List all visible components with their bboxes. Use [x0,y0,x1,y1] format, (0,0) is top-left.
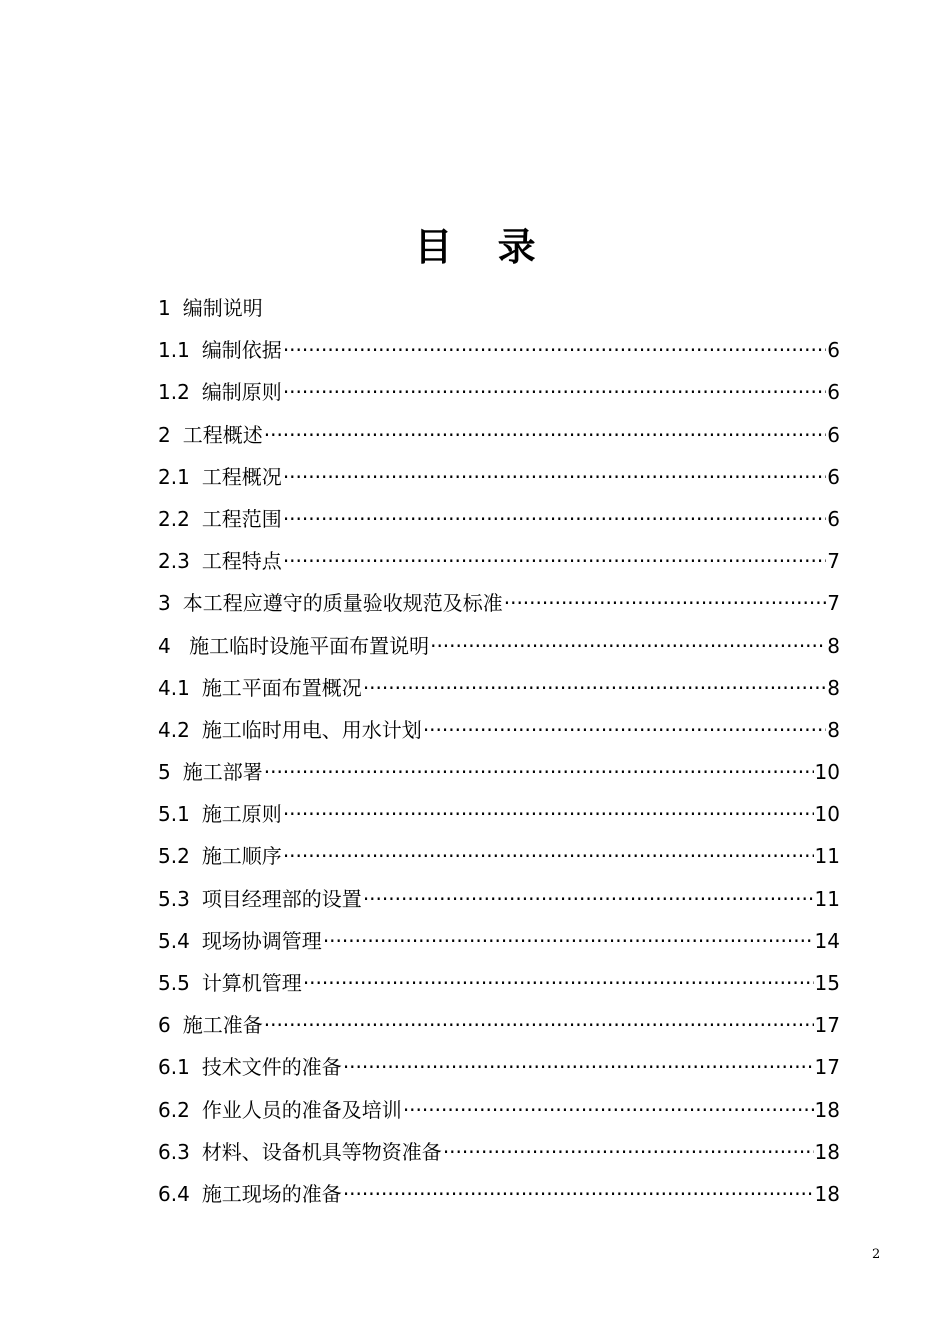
toc-entry-number: 1.2 [158,380,190,405]
toc-entry-title: 现场协调管理 [201,928,322,953]
toc-entry-page: 6 [827,380,840,405]
toc-entry-title: 作业人员的准备及培训 [201,1097,402,1122]
toc-entry-2-2[interactable] [158,498,840,540]
toc-entry-page: 8 [827,675,840,700]
toc-entry-3[interactable] [158,582,840,624]
toc-entry-title: 工程概述 [182,422,263,447]
toc-leader-dots [283,498,826,540]
toc-leader-dots [283,793,814,835]
toc-entry-number: 5.5 [158,971,190,995]
toc-entry-page: 7 [827,549,840,574]
toc-entry-page: 17 [814,1013,840,1038]
toc-entry-number: 2.2 [158,506,190,531]
toc-entry-number: 5.3 [158,886,190,911]
toc-entry-page: 11 [814,886,840,911]
toc-entry-title: 编制说明 [182,296,263,320]
toc-leader-dots [283,456,826,498]
toc-entry-page: 6 [827,506,840,531]
toc-entry-1-2[interactable] [158,371,840,413]
toc-entry-number: 3 [158,591,171,616]
toc-entry-title: 本工程应遵守的质量验收规范及标准 [182,591,503,616]
toc-entry-page: 8 [827,633,840,658]
toc-leader-dots [283,540,826,582]
toc-leader-dots [443,1131,814,1173]
toc-entry-6-4[interactable] [158,1173,840,1215]
toc-leader-dots [423,709,826,751]
toc-entry-number: 5.2 [158,844,190,869]
toc-entry-5-3[interactable] [158,878,840,920]
toc-entry-1[interactable] [158,287,840,329]
toc-entry-page: 18 [814,1097,840,1122]
toc-entry-page: 10 [814,760,840,785]
toc-leader-dots [283,329,826,371]
toc-entry-number: 6.3 [158,1139,190,1164]
toc-entry-5-1[interactable] [158,793,840,835]
toc-entry-title: 技术文件的准备 [201,1055,342,1080]
toc-entry-title: 计算机管理 [201,971,302,995]
toc-entry-number: 6 [158,1013,171,1038]
toc-leader-dots [283,835,814,877]
toc-entry-number: 4.1 [158,675,190,700]
toc-entry-number: 1.1 [158,338,190,363]
toc-entry-number: 6.4 [158,1181,190,1206]
toc-entry-page: 11 [814,844,840,869]
toc-entry-number: 4.2 [158,717,190,742]
toc-leader-dots [363,878,814,920]
page-title: 目 录 [414,225,552,269]
toc-entry-number: 5.1 [158,802,190,827]
toc-entry-title: 施工临时设施平面布置说明 [182,633,430,658]
toc-entry-title: 施工原则 [201,802,282,827]
toc-entry-title: 施工平面布置概况 [201,675,362,700]
toc-leader-dots [323,920,814,962]
toc-entry-title: 编制依据 [201,338,282,363]
toc-entry-6-1[interactable] [158,1046,840,1088]
toc-entry-6[interactable] [158,1004,840,1046]
toc-entry-5-2[interactable] [158,835,840,877]
toc-entry-number: 2 [158,422,171,447]
toc-entry-number: 5.4 [158,928,190,953]
page-number: 2 [872,1247,881,1262]
toc-entry-5-5[interactable] [158,962,840,1004]
toc-entry-title: 材料、设备机具等物资准备 [201,1139,442,1164]
toc-entry-page: 7 [827,591,840,616]
toc-entry-title: 施工顺序 [201,844,282,869]
toc-entry-number: 6.1 [158,1055,190,1080]
toc-entry-title: 施工准备 [182,1013,263,1038]
toc-leader-dots [343,1173,814,1215]
toc-leader-dots [264,414,827,456]
table-of-contents [158,287,840,1215]
toc-entry-2-3[interactable] [158,540,840,582]
toc-entry-page: 10 [814,802,840,827]
toc-leader-dots [303,962,814,1004]
toc-entry-page: 6 [827,338,840,363]
toc-entry-page: 17 [814,1055,840,1080]
toc-entry-4[interactable] [158,625,840,667]
toc-entry-page: 18 [814,1181,840,1206]
toc-entry-6-2[interactable] [158,1089,840,1131]
toc-entry-title: 工程特点 [201,549,282,574]
toc-entry-2[interactable] [158,414,840,456]
toc-entry-6-3[interactable] [158,1131,840,1173]
toc-leader-dots [504,582,827,624]
toc-entry-title: 施工现场的准备 [201,1181,342,1206]
toc-entry-5[interactable] [158,751,840,793]
toc-leader-dots [430,625,826,667]
toc-entry-1-1[interactable] [158,329,840,371]
toc-entry-title: 工程范围 [201,506,282,531]
toc-entry-number: 4 [158,633,171,658]
toc-entry-title: 施工临时用电、用水计划 [201,717,422,742]
toc-entry-number: 6.2 [158,1097,190,1122]
toc-entry-number: 1 [158,296,171,320]
toc-entry-title: 工程概况 [201,464,282,489]
toc-entry-2-1[interactable] [158,456,840,498]
toc-entry-page: 18 [814,1139,840,1164]
toc-entry-number: 2.3 [158,549,190,574]
toc-entry-page: 8 [827,717,840,742]
toc-leader-dots [363,667,826,709]
toc-entry-title: 施工部署 [182,760,263,785]
toc-leader-dots [403,1089,814,1131]
toc-entry-title: 编制原则 [201,380,282,405]
toc-entry-number: 2.1 [158,464,190,489]
toc-entry-page: 6 [827,422,840,447]
toc-entry-4-2[interactable] [158,709,840,751]
toc-entry-page: 15 [814,971,840,995]
toc-entry-number: 5 [158,760,171,785]
toc-leader-dots [264,751,814,793]
toc-entry-5-4[interactable] [158,920,840,962]
toc-entry-page: 14 [814,928,840,953]
toc-leader-dots [264,1004,814,1046]
toc-entry-page: 6 [827,464,840,489]
toc-entry-4-1[interactable] [158,667,840,709]
toc-leader-dots [343,1046,814,1088]
toc-leader-dots [283,371,826,413]
toc-entry-title: 项目经理部的设置 [201,886,362,911]
